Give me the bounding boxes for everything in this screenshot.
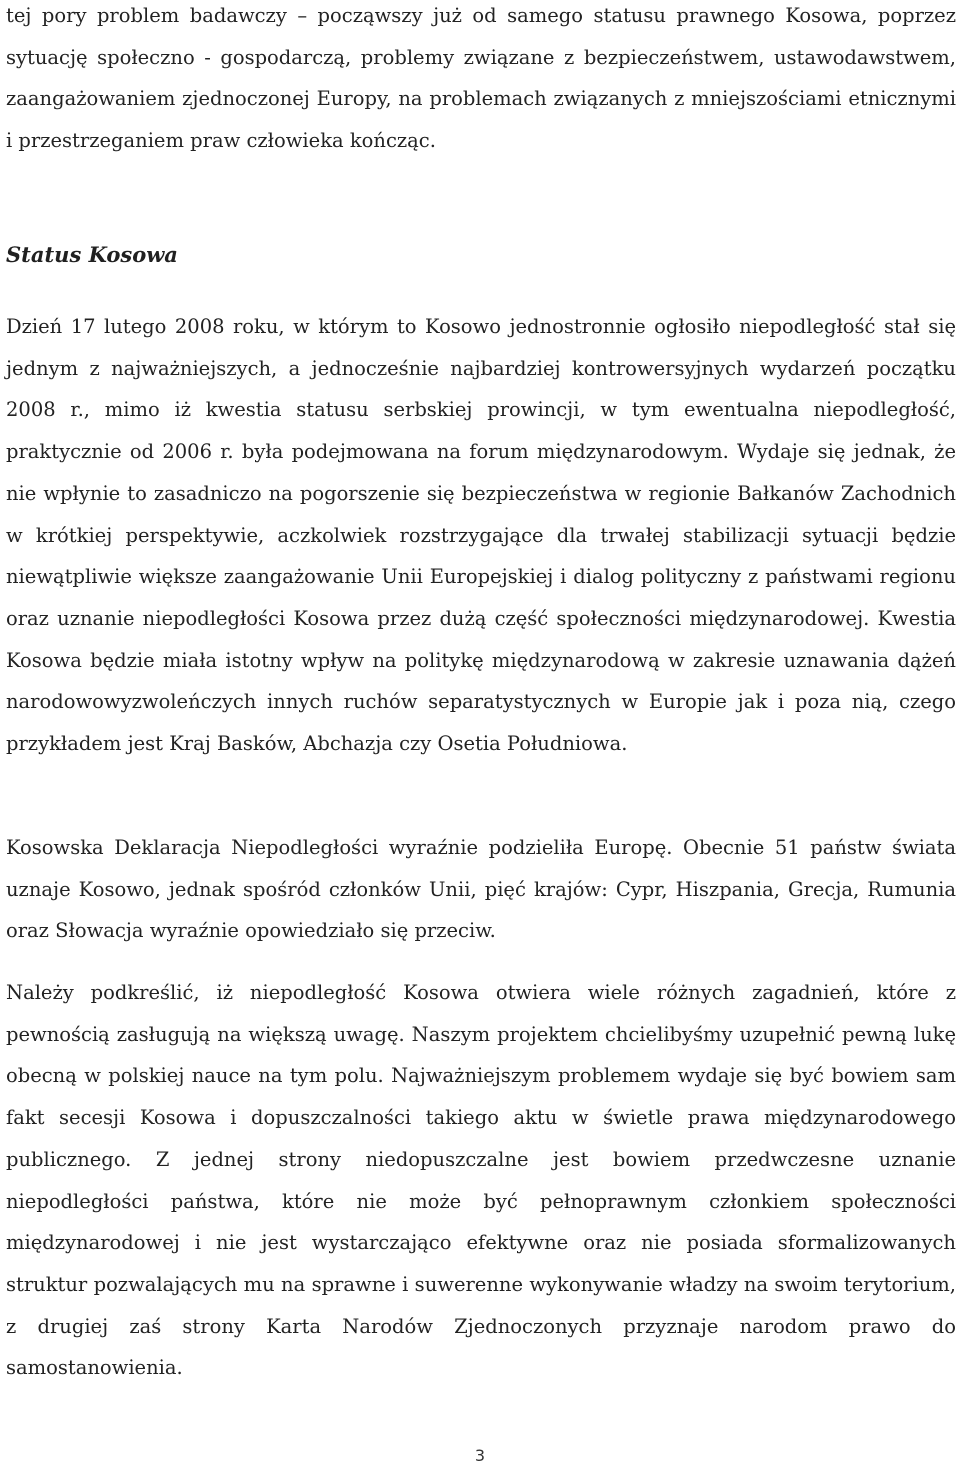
section-heading: Status Kosowa [6, 242, 178, 267]
body-paragraph-1: Dzień 17 lutego 2008 roku, w którym to Kosowo jednostronnie ogłosiło niepodległość stał się jednym z najważniejszych, a jednocześnie najbardziej kontrowersyjnych wydarzeń początku 2008 r., mimo iż kwestia statusu serbskiej prowincji, w tym ewentualna niepodległość, praktycznie od 2006 r. była podejmowana na forum międzynarodowym. Wydaje się jednak, że nie wpłynie to zasadniczo na pogorszenie się bezpieczeństwa w regionie Bałkanów Zachodnich w krótkiej perspektywie, aczkolwiek rozstrzygające dla trwałej stabilizacji sytuacji będzie niewątpliwie większe zaangażowanie Unii Europejskiej i dialog polityczny z państwami regionu oraz uznanie niepodległości Kosowa przez dużą część społeczności międzynarodowej. Kwestia Kosowa będzie miała istotny wpływ na politykę międzynarodową w zakresie uznawania dążeń narodowowyzwoleńczych innych ruchów separatystycznych w Europie jak i poza nią, czego przykładem jest Kraj Basków, Abchazja czy Osetia Południowa. [6, 315, 956, 756]
body-paragraph-2: Kosowska Deklaracja Niepodległości wyraźnie podzieliła Europę. Obecnie 51 państw świata uznaje Kosowo, jednak spośród członków Unii, pięć krajów: Cypr, Hiszpania, Grecja, Rumunia oraz Słowacja wyraźnie opowiedziało się przeciw. [6, 836, 956, 943]
body-paragraph-3: Należy podkreślić, iż niepodległość Kosowa otwiera wiele różnych zagadnień, które z pewnością zasługują na większą uwagę. Naszym projektem chcielibyśmy uzupełnić pewną lukę obecną w polskiej nauce na tym polu. Najważniejszym problemem wydaje się być bowiem sam fakt secesji Kosowa i dopuszczalności takiego aktu w świetle prawa międzynarodowego publicznego. Z jednej strony niedopuszczalne jest bowiem przedwczesne uznanie niepodległości państwa, które nie może być pełnoprawnym członkiem społeczności międzynarodowej i nie jest wystarczająco efektywne oraz nie posiada sformalizowanych struktur pozwalających mu na sprawne i suwerenne wykonywanie władzy na swoim terytorium, z drugiej zaś strony Karta Narodów Zjednoczonych przyznaje narodom prawo do samostanowienia. [6, 981, 956, 1380]
page-number: 3 [474, 1446, 486, 1465]
intro-paragraph: tej pory problem badawczy – począwszy już od samego statusu prawnego Kosowa, poprzez sytuację społeczno - gospodarczą, problemy związane z bezpieczeństwem, ustawodawstwem, zaangażowaniem zjednoczonej Europy, na problemach związanych z mniejszościami etnicznymi i przestrzeganiem praw człowieka kończąc. [6, 4, 956, 153]
